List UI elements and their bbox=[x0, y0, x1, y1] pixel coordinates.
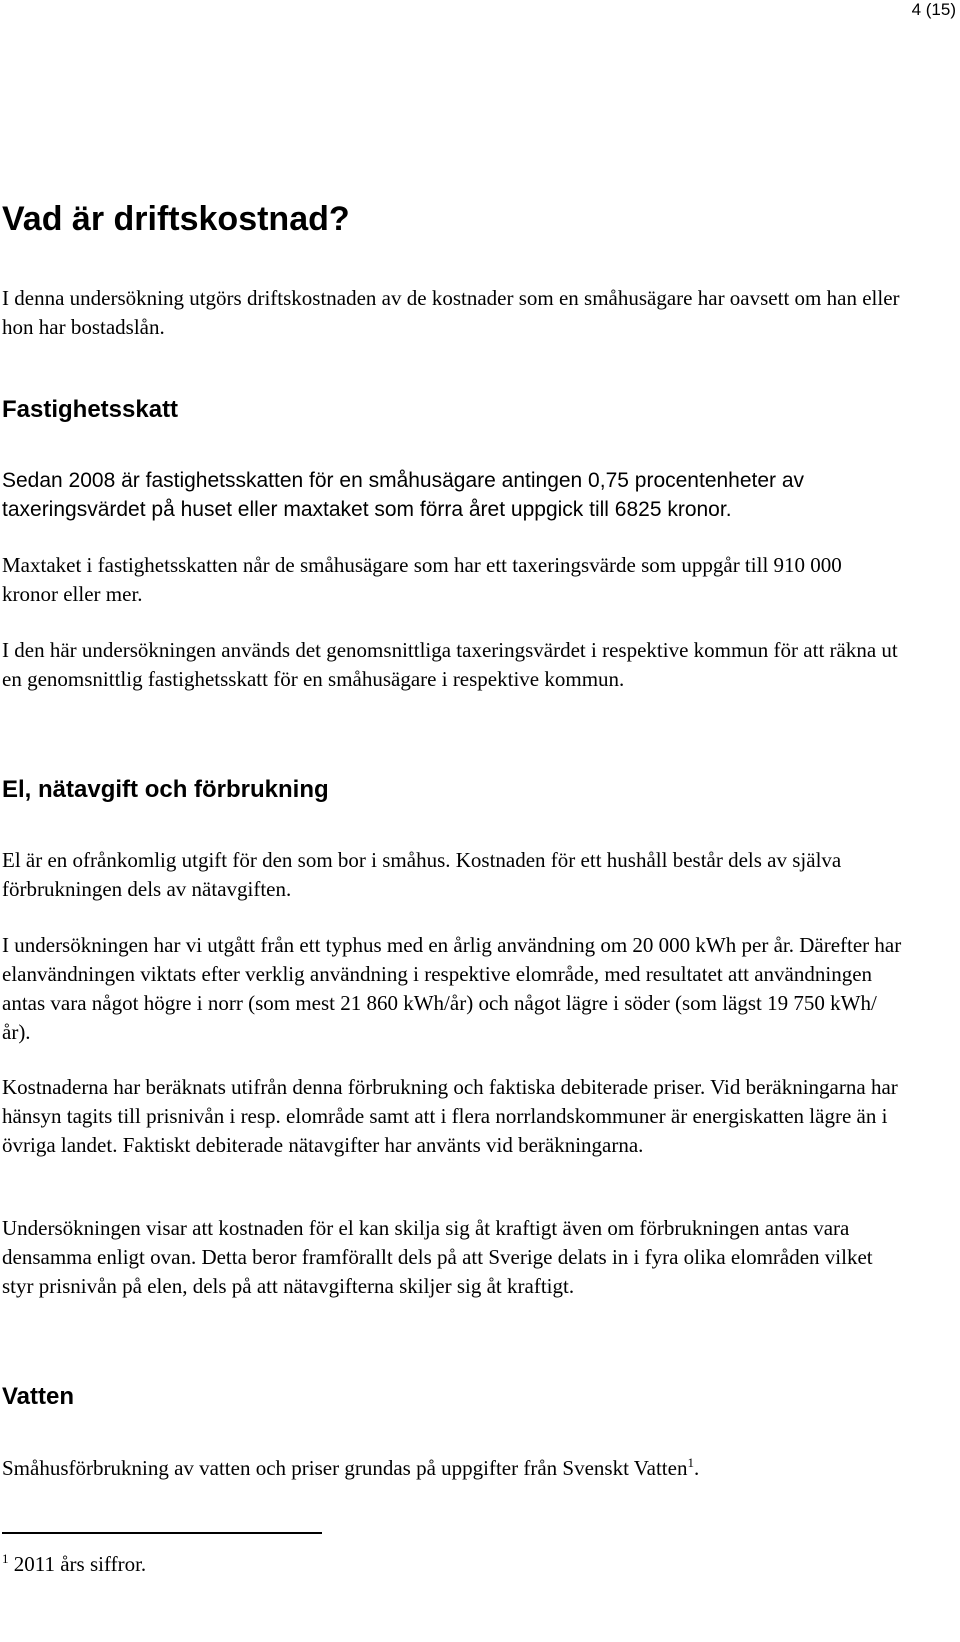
vatten-paragraph-text: Småhusförbrukning av vatten och priser grundas på uppgifter från Svenskt Vatten bbox=[2, 1456, 688, 1480]
el-paragraph-4: Undersökningen visar att kostnaden för el kan skilja sig åt kraftigt även om förbrukningen antas vara densamma enligt ovan. Detta beror framförallt dels på att Sverige delats in i fyra olika elområden vilket styr prisnivån på elen, dels på att nätavgifterna skiljer sig åt kraftigt. bbox=[2, 1216, 873, 1298]
fastighetsskatt-paragraph-1: Sedan 2008 är fastighetsskatten för en småhusägare antingen 0,75 procentenheter av taxeringsvärdet på huset eller maxtaket som förra året uppgick till 6825 kronor. bbox=[2, 469, 805, 521]
page-title: Vad är driftskostnad? bbox=[2, 200, 350, 238]
el-paragraph-1: El är en ofrånkomlig utgift för den som bor i småhus. Kostnaden för ett hushåll består dels av själva förbrukningen dels av nätavgiften. bbox=[2, 848, 842, 901]
vatten-paragraph-end: . bbox=[693, 1456, 700, 1480]
fastighetsskatt-paragraph-3: I den här undersökningen används det genomsnittliga taxeringsvärdet i respektive kommun för att räkna ut en genomsnittlig fastighetsskatt för en småhusägare i respektive kommun. bbox=[2, 638, 898, 691]
heading-el: El, nätavgift och förbrukning bbox=[2, 776, 329, 803]
el-paragraph-3: Kostnaderna har beräknats utifrån denna förbrukning och faktiska debiterade priser. Vid beräkningarna har hänsyn tagits till prisnivån i resp. elområde samt att i flera norrlandskommuner är energiskatten lägre än i övriga landet. Faktiskt debiterade nätavgifter har använts vid beräkningarna. bbox=[2, 1075, 898, 1157]
heading-fastighetsskatt: Fastighetsskatt bbox=[2, 396, 179, 423]
vatten-paragraph-1 bbox=[2, 1454, 902, 1483]
el-paragraph-2: I undersökningen har vi utgått från ett typhus med en årlig användning om 20 000 kWh per år. Därefter har elanvändningen viktats efter verklig användning i respektive elområde, med resultatet att användningen antas vara något högre i norr (som mest 21 860 kWh/år) och något lägre i söder (som lägst 19 750 kWh/år). bbox=[2, 933, 902, 1044]
intro-paragraph: I denna undersökning utgörs driftskostnaden av de kostnader som en småhusägare har oavsett om han eller hon har bostadslån. bbox=[2, 286, 900, 339]
footnote-marker: 1 bbox=[2, 1551, 9, 1566]
page-number: 4 (15) bbox=[911, 0, 956, 19]
footnote-separator bbox=[2, 1532, 322, 1534]
footnote-reference[interactable]: 1 bbox=[687, 1455, 694, 1470]
footnote-text: 2011 års siffror. bbox=[8, 1552, 147, 1576]
heading-vatten: Vatten bbox=[2, 1383, 75, 1410]
footnote bbox=[2, 1552, 146, 1577]
fastighetsskatt-paragraph-2: Maxtaket i fastighetsskatten når de småhusägare som har ett taxeringsvärde som uppgår till 910 000 kronor eller mer. bbox=[2, 553, 842, 606]
